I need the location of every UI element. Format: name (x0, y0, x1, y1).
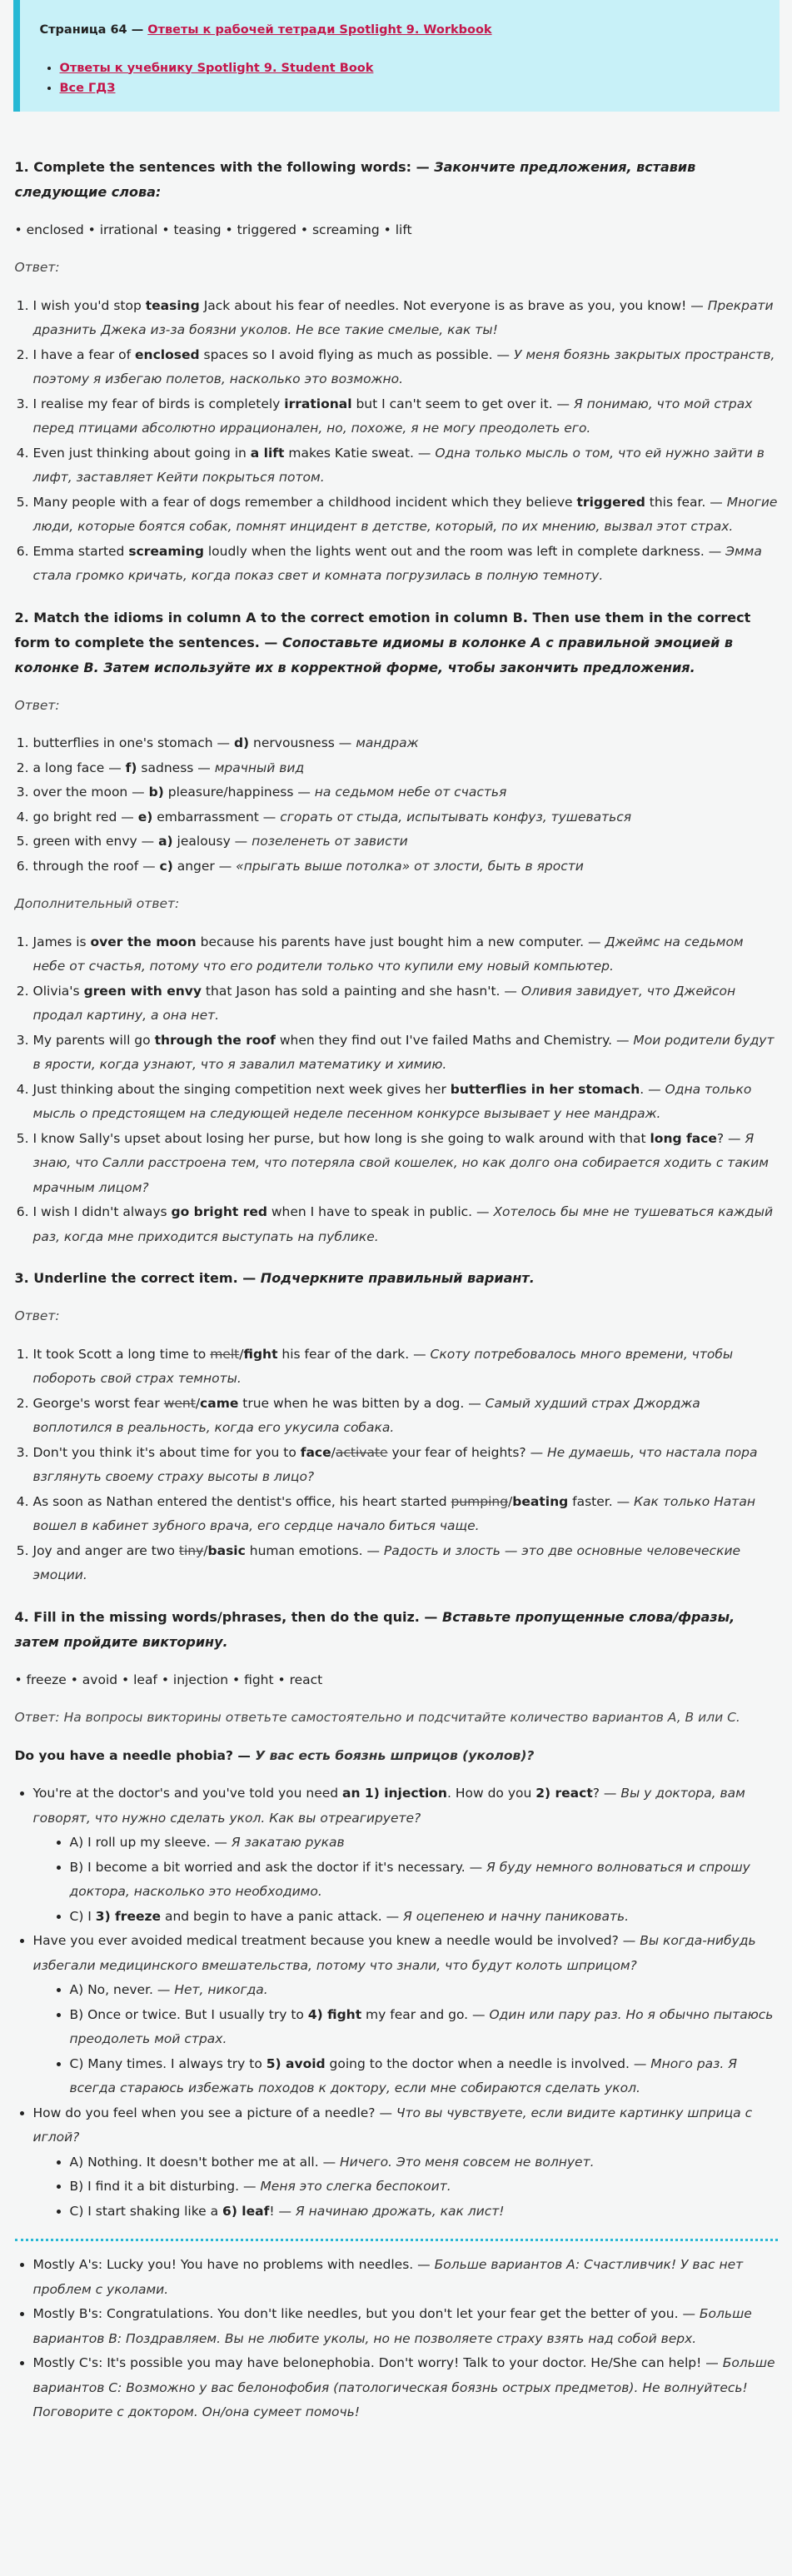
quiz-result: • Mostly A's: Lucky you! You have no problems with needles. — Больше вариантов A: Счастливчик! У вас нет проблем с уколами. (33, 2253, 778, 2302)
list-item: 4. Just thinking about the singing competition next week gives her butterflies in her stomach. — Одна только мысль о предстоящем на следующей неделе песенном конкурсе вызывает у нее мандраж. (33, 1078, 778, 1127)
list-item: 5. Joy and anger are two tiny/basic human emotions. — Радость и злость — это две основные человеческие эмоции. (33, 1539, 778, 1588)
exercise-1-title: 1. Complete the sentences with the following words: — Закончите предложения, вставив следующие слова: (14, 158, 696, 200)
dotted-divider (15, 2239, 778, 2241)
exercise-1-answers (15, 294, 778, 589)
exercise-3-title: 3. Underline the correct item. — Подчеркните правильный вариант. (14, 1270, 535, 1286)
quiz-question: • Have you ever avoided medical treatment because you knew a needle would be involved? — Вы когда-нибудь избегали медицинского вмешательства, потому что знали, что будут колоть шприцом? • A) No, never. — Нет, никогда. • B) Once or twice. But I usually try to 4) fight my fear and go. — Один или пару раз. Но я обычно пытаюсь преодолеть мой страх. • C) Many times. I always try to 5) avoid going to the doctor when a needle is involved. — Много раз. Я всегда стараюсь избежать походов к доктору, если мне собираются сделать укол. (33, 1929, 778, 2101)
list-item: 5. Many people with a fear of dogs remember a childhood incident which they believe triggered this fear. — Многие люди, которые боятся собак, помнят инцидент в детстве, который, по их мнению, вызвал этот страх. (33, 491, 778, 540)
list-item: 2. a long face — f) sadness — мрачный вид (33, 756, 778, 781)
list-item: 2. I have a fear of enclosed spaces so I avoid flying as much as possible. — У меня боязнь закрытых пространств, поэтому я избегаю полетов, насколько это возможно. (33, 343, 778, 392)
quiz-option: • C) I 3) freeze and begin to have a panic attack. — Я оцепенею и начну паниковать. (70, 1905, 778, 1930)
list-item: 3. Don't you think it's about time for you to face/activate your fear of heights? — Не думаешь, что настала пора взглянуть своему страху высоты в лицо? (33, 1441, 778, 1490)
all-gdz-link[interactable]: Все ГДЗ (59, 81, 116, 95)
exercise-4-words: • freeze • avoid • leaf • injection • fight • react (14, 1672, 323, 1687)
list-item: 3. I realise my fear of birds is completely irrational but I can't seem to get over it. — Я понимаю, что мой страх перед птицами абсолютно иррационален, но, похоже, я не могу преодолеть его. (33, 392, 778, 441)
exercise-4-title: 4. Fill in the missing words/phrases, then do the quiz. — Вставьте пропущенные слова/фразы, затем пройдите викторину. (14, 1608, 735, 1650)
answer-label: Ответ: (14, 1308, 60, 1323)
list-item: 6. Emma started screaming loudly when the lights went out and the room was left in complete darkness. — Эмма стала громко кричать, когда показ свет и комната погрузилась в полную темноту. (33, 540, 778, 589)
list-item: 1. James is over the moon because his parents have just bought him a new computer. — Джеймс на седьмом небе от счастья, потому что его родители только что купили ему новый компьютер. (33, 930, 778, 979)
quiz-results (15, 2253, 778, 2425)
exercise-1-words: • enclosed • irrational • teasing • triggered • screaming • lift (14, 222, 412, 237)
exercise-2-extra-answers (15, 930, 778, 1250)
quiz-options (33, 1978, 778, 2101)
list-item: 1. It took Scott a long time to melt/fight his fear of the dark. — Скоту потребовалось много времени, чтобы побороть свой страх темноты. (33, 1343, 778, 1392)
workbook-link[interactable]: Ответы к рабочей тетради Spotlight 9. Workbook (147, 23, 492, 37)
list-item: 1. butterflies in one's stomach — d) nervousness — мандраж (33, 731, 778, 756)
list-item: 1. I wish you'd stop teasing Jack about his fear of needles. Not everyone is as brave as you, you know! — Прекрати дразнить Джека из-за боязни уколов. Не все такие смелые, как ты! (33, 294, 778, 343)
list-item: 3. My parents will go through the roof when they find out I've failed Maths and Chemistry. — Мои родители будут в ярости, когда узнают, что я завалил математику и химию. (33, 1029, 778, 1078)
list-item: 5. I know Sally's upset about losing her purse, but how long is she going to walk around with that long face? — Я знаю, что Салли расстроена тем, что потеряла свой кошелек, но как долго она собирается ходить с таким мрачным лицом? (33, 1127, 778, 1201)
quiz-option: • A) No, never. — Нет, никогда. (70, 1978, 778, 2003)
list-item: 4. As soon as Nathan entered the dentist's office, his heart started pumping/beating faster. — Как только Натан вошел в кабинет зубного врача, его сердце начало биться чаще. (33, 1490, 778, 1539)
list-item: 3. over the moon — b) pleasure/happiness — на седьмом небе от счастья (33, 780, 778, 805)
student-book-link[interactable]: Ответы к учебнику Spotlight 9. Student Book (59, 61, 374, 75)
answer-label: Ответ: (14, 260, 60, 275)
exercise-2-answers (15, 731, 778, 879)
quiz-title: Do you have a needle phobia? — У вас есть боязнь шприцов (уколов)? (14, 1747, 535, 1763)
exercise-2-title: 2. Match the idioms in column A to the correct emotion in column B. Then use them in the correct form to complete the sentences. — Сопоставьте идиомы в колонке A с правильной эмоцией в колонке B. Затем используйте их в корректной форме, чтобы закончить предложения. (14, 609, 751, 675)
page-number: Страница 64 — (39, 23, 148, 37)
list-item: 4. go bright red — e) embarrassment — сгорать от стыда, испытывать конфуз, тушеваться (33, 805, 778, 830)
quiz-option: • B) I become a bit worried and ask the doctor if it's necessary. — Я буду немного волноваться и спрошу доктора, насколько это необходимо. (70, 1856, 778, 1905)
list-item: 2. Olivia's green with envy that Jason has sold a painting and she hasn't. — Оливия завидует, что Джейсон продал картину, а она нет. (33, 979, 778, 1029)
quiz-option: • C) Many times. I always try to 5) avoid going to the doctor when a needle is involved. — Много раз. Я всегда стараюсь избежать походов к доктору, если мне собираются сделать укол. (70, 2052, 778, 2101)
page-heading (40, 18, 761, 43)
list-item: 6. I wish I didn't always go bright red when I have to speak in public. — Хотелось бы мне не тушеваться каждый раз, когда мне приходится выступать на публике. (33, 1200, 778, 1249)
exercise-3-answers (15, 1343, 778, 1588)
list-item: 4. Even just thinking about going in a lift makes Katie sweat. — Одна только мысль о том, что ей нужно зайти в лифт, заставляет Кейти покрыться потом. (33, 441, 778, 491)
quiz-option: • B) I find it a bit disturbing. — Меня это слегка беспокоит. (70, 2175, 778, 2200)
answer-label: Ответ: (14, 697, 60, 713)
answer-note: Ответ: На вопросы викторины ответьте самостоятельно и подсчитайте количество вариантов A, B или C. (14, 1710, 740, 1725)
quiz-question: • How do you feel when you see a picture of a needle? — Что вы чувствуете, если видите картинку шприца с иглой? • A) Nothing. It doesn't bother me at all. — Ничего. Это меня совсем не волнует. • B) I find it a bit disturbing. — Меня это слегка беспокоит. • C) I start shaking like a 6) leaf! — Я начинаю дрожать, как лист! (33, 2101, 778, 2225)
quiz-options (33, 1831, 778, 1929)
quiz-option: • A) I roll up my sleeve. — Я закатаю рукав (70, 1831, 778, 1856)
quiz-result: • Mostly B's: Congratulations. You don't like needles, but you don't let your fear get the better of you. — Больше вариантов B: Поздравляем. Вы не любите уколы, но не позволяете страху взять над собой верх. (33, 2302, 778, 2351)
main-content (13, 155, 780, 2425)
list-item: 6. through the roof — c) anger — «прыгать выше потолка» от злости, быть в ярости (33, 855, 778, 879)
quiz-option: • A) Nothing. It doesn't bother me at all. — Ничего. Это меня совсем не волнует. (70, 2150, 778, 2175)
list-item: 5. green with envy — a) jealousy — позеленеть от зависти (33, 830, 778, 855)
nav-link-item (60, 78, 761, 98)
quiz-result: • Mostly C's: It's possible you may have belonephobia. Don't worry! Talk to your doctor. He/She can help! — Больше вариантов C: Возможно у вас белонофобия (патологическая боязнь острых предметов). Не волнуйтесь! Поговорите с доктором. Он/она сумеет помочь! (33, 2351, 778, 2425)
list-item: 2. George's worst fear went/came true when he was bitten by a dog. — Самый худший страх Джорджа воплотился в реальность, когда его укусила собака. (33, 1392, 778, 1441)
quiz-option: • B) Once or twice. But I usually try to 4) fight my fear and go. — Один или пару раз. Но я обычно пытаюсь преодолеть мой страх. (70, 2003, 778, 2052)
quiz-question: • You're at the doctor's and you've told you need an 1) injection. How do you 2) react? — Вы у доктора, вам говорят, что нужно сделать укол. Как вы отреагируете? • A) I roll up my sleeve. — Я закатаю рукав • B) I become a bit worried and ask the doctor if it's necessary. — Я буду немного волноваться и спрошу доктора, насколько это необходимо. • C) I 3) freeze and begin to have a panic attack. — Я оцепенею и начну паниковать. (33, 1781, 778, 1929)
quiz-options (33, 2150, 778, 2225)
navigation-box (13, 0, 780, 112)
nav-link-item (60, 58, 761, 78)
nav-links (40, 58, 761, 98)
quiz-questions (15, 1781, 778, 2224)
quiz-option: • C) I start shaking like a 6) leaf! — Я начинаю дрожать, как лист! (70, 2200, 778, 2225)
extra-answer-label: Дополнительный ответ: (14, 896, 180, 911)
